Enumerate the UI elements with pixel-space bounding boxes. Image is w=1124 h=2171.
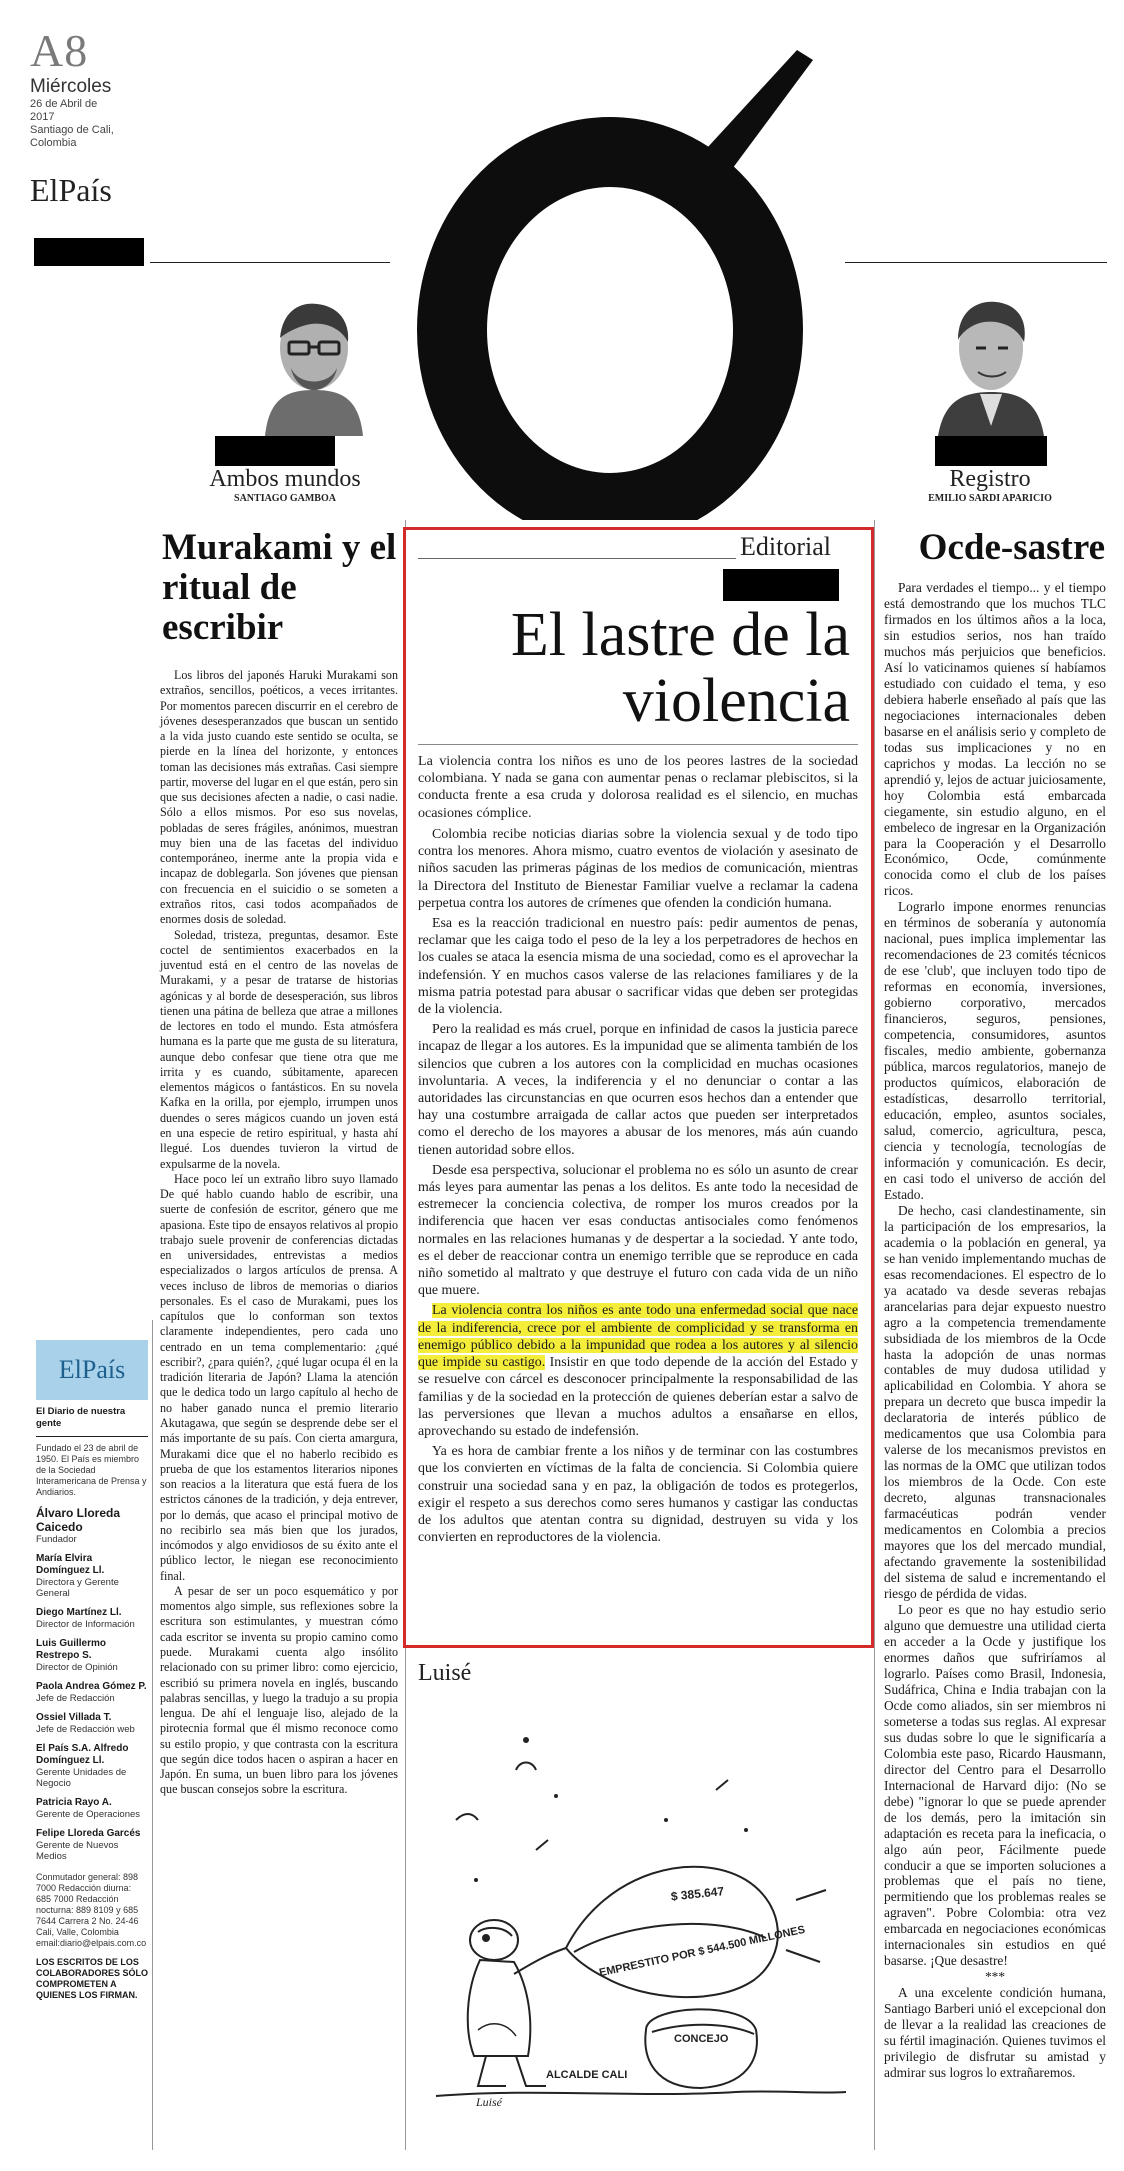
right-paragraph: A una excelente condición humana, Santiago Barberi unió el excepcional don de llevar a la realidad las creaciones de su fértil imaginación. Quienes tuvimos el privilegio de disfrutar su amistad y admirar sus logros lo extrañaremos.: [884, 1985, 1106, 2081]
right-paragraph: Para verdades el tiempo... y el tiempo está demostrando que los muchos TLC firmados en los últimos años a la loca, sin estudios serios, nos han traído muchos más perjuicios que beneficios. Así lo vaticinamos quienes sí habíamos estudiado con cuidado el tema, y eso debiera haberle enseñado al país que las negociaciones internacionales deben basarse en el análisis serio y completo de todas sus implicaciones y no en caprichos y modas. La lección no se aprendió y, lejos de actuar juiciosamente, hoy Colombia está embarcada ciegamente, sin estudio alguno, en el embeleco de ingresar en la Organización para la Cooperación y el Desarrollo Económico, Ocde, comúnmente conocida como el club de los países ricos.: [884, 580, 1106, 899]
right-author-photo: [932, 286, 1050, 436]
cartoon-signature: Luisé: [476, 2095, 503, 2109]
staff-person: María Elvira Domínguez Ll. Directora y Gerente General: [36, 1553, 119, 1599]
section-letter: [385, 40, 845, 520]
date: 26 de Abril de 2017: [30, 98, 98, 123]
column-divider-left: [152, 1320, 153, 2150]
left-paragraph: Soledad, tristeza, preguntas, desamor. Este coctel de sentimientos exacerbados en la juventud está en el centro de las novelas de Murakami, y a pesar de tratarse de historias agónicas y al borde de desesperación, sus libros tienen una pátina de belleza que atrae a millones de lectores en todo el mundo. Esta atmósfera humana es la parte que me gusta de su literatura, aunque debo confesar que tiene otra que me irrita y es cuando, súbitamente, aparecen elementos mágicos o fantásticos. En su novela Kafka en la orilla, por ejemplo, irrumpen unos duendes o seres mágicos cuando un joven está en una especie de retiro espiritual, y hasta ahí llegué. Los duendes tuvieron la virtud de expulsarme de la novela.: [160, 927, 398, 1171]
staff-tagline: El Diario de nuestra gente: [36, 1406, 126, 1429]
staff-person: Luis Guillermo Restrepo S. Director de Opinión: [36, 1638, 118, 1673]
cartoon-sign-text: ALCALDE CALI: [546, 2069, 628, 2081]
cartoon-artist: Luisé: [418, 1660, 472, 1686]
editorial-paragraph: Ya es hora de cambiar frente a los niños y de terminar con las costumbres que los convierten en víctimas de la falta de conciencia. Si Colombia quiere construir una sociedad sana y en paz, la obligación de todos es protegerlos, exigir el respeto a sus derechos como seres humanos y castigar las conductas de los adultos que atentan contra su dignidad, destruyen su vida y los convierten en reproductores de la violencia.: [418, 1444, 858, 1546]
left-article-body: [160, 668, 398, 1798]
staff-person: Ossiel Villada T. Jefe de Redacción web: [36, 1712, 135, 1735]
staff-person: Patricia Rayo A. Gerente de Operaciones: [36, 1797, 141, 1820]
right-kicker: Registro: [949, 466, 1031, 492]
page-number: A8: [30, 25, 89, 76]
weekday: Miércoles: [30, 76, 112, 97]
right-author: EMILIO SARDI APARICIO: [928, 493, 1052, 504]
left-headline: Murakami y el ritual de escribir: [162, 527, 397, 648]
redaction-block-right: [935, 436, 1047, 466]
staff-person: Paola Andrea Gómez P. Jefe de Redacción: [36, 1681, 147, 1704]
top-rule-right: [845, 262, 1107, 263]
editorial-headline-rule: [418, 744, 858, 745]
cartoon-money-text: $ 385.647: [670, 1884, 725, 1904]
right-headline: Ocde-sastre: [918, 527, 1105, 568]
staff-disclaimer: LOS ESCRITOS DE LOS COLABORADORES SÓLO COMPROMETEN A QUIENES LOS FIRMAN.: [36, 1957, 149, 2000]
left-author: SANTIAGO GAMBOA: [234, 493, 336, 504]
editorial-paragraph: Esa es la reacción tradicional en nuestro país: pedir aumentos de penas, reclamar que les caiga todo el peso de la ley a los perpetradores de hechos en los cuales se ataca la esencia misma de una sociedad, como es el aprovechar la indefensión. Y en muchos casos valerse de las relaciones familiares y de la misma patria potestad para abusar o sacrificar vidas que deben ser protegidas de la violencia.: [418, 916, 858, 1018]
right-paragraph: De hecho, casi clandestinamente, sin la participación de los empresarios, la academia o la población en general, ya se han venido implementando muchas de esas recomendaciones. El espectro de lo ya acatado va desde severas rebajas arancelarias para dejar expuesto nuestro agro a la competencia tremendamente subsidiada de los miembros de la Ocde hasta la adopción de unas normas contables de muy dudosa utilidad y aplicabilidad en Colombia. Y ahora se prepara un decreto que busca impedir la declaratoria de interés público de medicamentos que usa Colombia para valerse de los mecanismos previstos en las normas de la OMC que utilizan todos los miembros de la Ocde. Con este decreto, algunas transnacionales farmacéuticas podrán vender medicamentos en Colombia a precios mayores que los del mercado mundial, afectando gravemente la sostenibilidad del sistema de salud e incrementando el riesgo de pérdida de vidas.: [884, 1202, 1106, 1602]
editorial-kicker: Editorial: [740, 532, 831, 561]
staff-person: Diego Martínez Ll. Director de Información: [36, 1607, 135, 1630]
right-article-body: [884, 580, 1106, 2081]
column-divider-center-right: [874, 520, 875, 2150]
editorial-paragraph: Desde esa perspectiva, solucionar el problema no es sólo un asunto de crear más leyes para aumentar las penas a los delitos. Es ante todo la necesidad de estremecer la conciencia colectiva, de romper los muros creados por la indiferencia que hacen ver esas conductas antisociales como fenómenos normales en las relaciones humanas y de despertar a la sociedad. Y ante todo, es el deber de reaccionar contra un enemigo terrible que se reproduce en cada niño sometido al maltrato y que destruye el futuro con cada vida de un niño que muere.: [418, 1162, 858, 1299]
city: Santiago de Cali, Colombia: [30, 124, 114, 149]
top-rule-left: [150, 262, 390, 263]
redaction-block-masthead: [34, 238, 144, 266]
editorial-headline: El lastre de la violencia: [510, 601, 850, 735]
left-author-photo: [255, 286, 373, 436]
editorial-kicker-rule: [418, 558, 736, 559]
staff-contact: Conmutador general: 898 7000 Redacción diurna: 685 7000 Redacción nocturna: 889 8109 y 685 7644 Carrera 2 No. 24-46 Cali, Valle, Colombia email:diario@elpais.com.co: [36, 1872, 147, 1948]
right-paragraph: Lograrlo impone enormes renuncias en términos de soberanía y autonomía nacional, pues implica implementar las recomendaciones de 23 comités técnicos de ese 'club', que incluyen todo tipo de reformas en economía, inversiones, gobierno corporativo, mercados financieros, seguros, pensiones, competencia, consumidores, asuntos fiscales, medio ambiente, gobernanza pública, marcos regulatorios, manejo de productos químicos, elaboración de estadísticas, desarrollo territorial, educación, empleo, asuntos sociales, salud, comercio, agricultura, pesca, ciencia y tecnología, tecnologías de información y comunicación. Es decir, en casi todo el universo de acción del Estado.: [884, 899, 1106, 1202]
right-paragraph: Lo peor es que no hay estudio serio alguno que demuestre una utilidad cierta en acceder a la Ocde y justifique los enormes daños que sufriríamos al lograrlo. Países como Brasil, Indonesia, Sudáfrica, China e India trabajan con la Ocde como aliados, sin ser miembros ni someterse a todas sus reglas. Al expresar sus dudas sobre lo que le significaría a Colombia este paso, Ricardo Hausmann, director del Centro para el Desarrollo Internacional de Harvard dijo: (No se debe) "ignorar lo que se puede aprender de los demás, pero la imitación sin adaptación es receta para la ineficacia, o algo aún peor, Fácilmente puede conducir a que se importen soluciones a problemas que el país no tiene, permitiendo que los problemas reales se agraven". Pobre Colombia: otra vez embarcada en negociaciones económicas internacionales sin estudios en qué basarse. ¡Que desastre!: [884, 1602, 1106, 1969]
left-kicker: Ambos mundos: [209, 466, 361, 492]
editorial-paragraph: Colombia recibe noticias diarias sobre la violencia sexual y de todo tipo contra los menores. Ahora mismo, cuatro eventos de violación y asesinato de niños sacuden las primeras páginas de los medios de comunicación, mientras la Directora del Instituto de Bienestar Familiar vuelve a reclamar la cadena perpetua contra los autores de crímenes que ofenden la condición humana.: [418, 827, 858, 911]
right-separator: ***: [984, 1969, 1006, 1985]
redaction-block-left: [215, 436, 335, 466]
redaction-block-editorial: [723, 569, 839, 601]
editorial-lead: La violencia contra los niños es uno de los peores lastres de la sociedad colombiana. Y nada se gana con aumentar penas o reclamar plebiscitos, si la conducta frente a esa cruda y dolorosa realidad es el silencio, en muchas ocasiones cómplice.: [418, 753, 858, 821]
highlighted-text: La violencia contra los niños es ante todo una enfermedad social que nace de la indiferencia, crece por el ambiente de complicidad y se transforma en enemigo público debido a la impunidad que rodea a los autores y al silencio que impide su castigo.: [418, 1303, 858, 1371]
staff-person: Álvaro Lloreda Caicedo Fundador: [36, 1506, 121, 1545]
cartoon: [416, 1700, 862, 2120]
cartoon-bag-text: EMPRESTITO POR $ 544.500 MILLONES: [598, 1923, 807, 1980]
left-paragraph: Hace poco leí un extraño libro suyo llamado De qué hablo cuando hablo de escribir, una suerte de confesión de escritor, género que me apasiona. Este tipo de ensayos relativos al propio trabajo suele provenir de conferencias dictadas en universidades, entrevistas a medios especializados o largos artículos de prensa. A veces incluso de libros de memorias o diarios personales. Es el caso de Murakami, pues los capítulos que lo conforman son textos claramente independientes, pero cada uno centrado en un tema complementario: ¿qué escribir?, ¿para quién?, ¿qué lugar ocupa él en la tradición literaria de Japón? Llama la atención que le dedica todo un largo capítulo al hecho de no haber ganado nunca el premio literario Akutagawa, que según se desprende debe ser el más importante de su país. Con cierta amargura, Murakami dice que el no haberlo recibido es prueba de que los estamentos literarios nipones son reacios a la literatura que está fuera de los estrictos cánones de la tradición, y deja entrever, por lo demás, que acaso el principal motivo de no recibirlo sea más bien que los jurados, incómodos y algo envidiosos de su éxito ante el público lector, le niegan ese reconocimiento final.: [160, 1171, 398, 1583]
masthead: [30, 25, 170, 208]
left-paragraph: Los libros del japonés Haruki Murakami son extraños, sencillos, poéticos, a veces irritantes. Por momentos parecen discurrir en el cerebro de jóvenes desesperanzados que buscan un sentido a la vida justo cuando este sentido se oculta, se pierde en la línea del horizonte, y entonces toman las decisiones más extrañas. Casi siempre partir, moverse del lugar en el que están, pero sin que sus decisiones afecten a nadie, o casi nadie. Sólo a ellos mismos. Por eso sus novelas, pobladas de seres frágiles, anónimos, muestran muy bien una de las facetas del individuo contemporáneo, inerme ante la propia vida e incapaz de doblegarla. Son jóvenes que piensan con frecuencia en el suicidio o se someten a extraños ritos, casi todos acompañados de enormes dosis de soledad.: [160, 668, 398, 927]
staff-person: Felipe Lloreda Garcés Gerente de Nuevos Medios: [36, 1828, 141, 1862]
editorial-body: [418, 826, 858, 1546]
cartoon-pot-text: CONCEJO: [674, 2033, 729, 2045]
brand-logo: ElPaís: [30, 172, 112, 208]
editorial-paragraph-highlighted: La violencia contra los niños es ante todo una enfermedad social que nace de la indiferencia, crece por el ambiente de complicidad y se transforma en enemigo público debido a la impunidad que rodea a los autores y al silencio que impide su castigo. Insistir en que todo depende de la acción del Estado y se resuelve con cárcel es desconocer principalmente la responsabilidad de las familias y de la sociedad en la protección de quienes deberían estar a salvo de las perversiones que llevan a muchos adultos a ensañarse en ellos, aprovechando su estado de indefensión.: [418, 1303, 858, 1439]
staff-logo: ElPaís: [36, 1340, 148, 1400]
editorial-paragraph: Pero la realidad es más cruel, porque en infinidad de casos la justicia parece incapaz de llegar a los autores. Es la impunidad que se alimenta también de los silencios que cubren a los autores con la complicidad en muchas ocasiones involuntaria. A veces, la indiferencia y el no denunciar o contar a las autoridades las circunstancias en que ocurren esos hechos dan a entender que hay una costumbre arraigada de callar actos que pueden ser interpretados como el derecho de los mayores a abusar de los menores, más aún cuando tienen autoridad sobre ellos.: [418, 1022, 858, 1158]
staff-person: El País S.A. Alfredo Domínguez Ll. Gerente Unidades de Negocio: [36, 1743, 129, 1789]
staff-founded: Fundado el 23 de abril de 1950. El País es miembro de la Sociedad Interamericana de Prensa y Andiarios.: [36, 1443, 147, 1497]
staff-box: [36, 1340, 148, 2001]
left-paragraph: A pesar de ser un poco esquemático y por momentos algo simple, sus reflexiones sobre la escritura son estimulantes, y muestran cómo cada escritor se inventa su propio camino como puede. Murakami cuenta algo insólito relacionado con su primer libro: como ejercicio, escribió su primera novela en inglés, buscando palabras sencillas, y luego la tradujo a su propia lengua. De ahí el lenguaje liso, alejado de la pirotecnia formal que él mismo reconoce como su estilo propio, y que contrasta con la escritura que según dice todos hacen o aspiran a hacer en Japón. En suma, un buen libro para los jóvenes que buscan consejos sobre la escritura.: [160, 1583, 398, 1797]
